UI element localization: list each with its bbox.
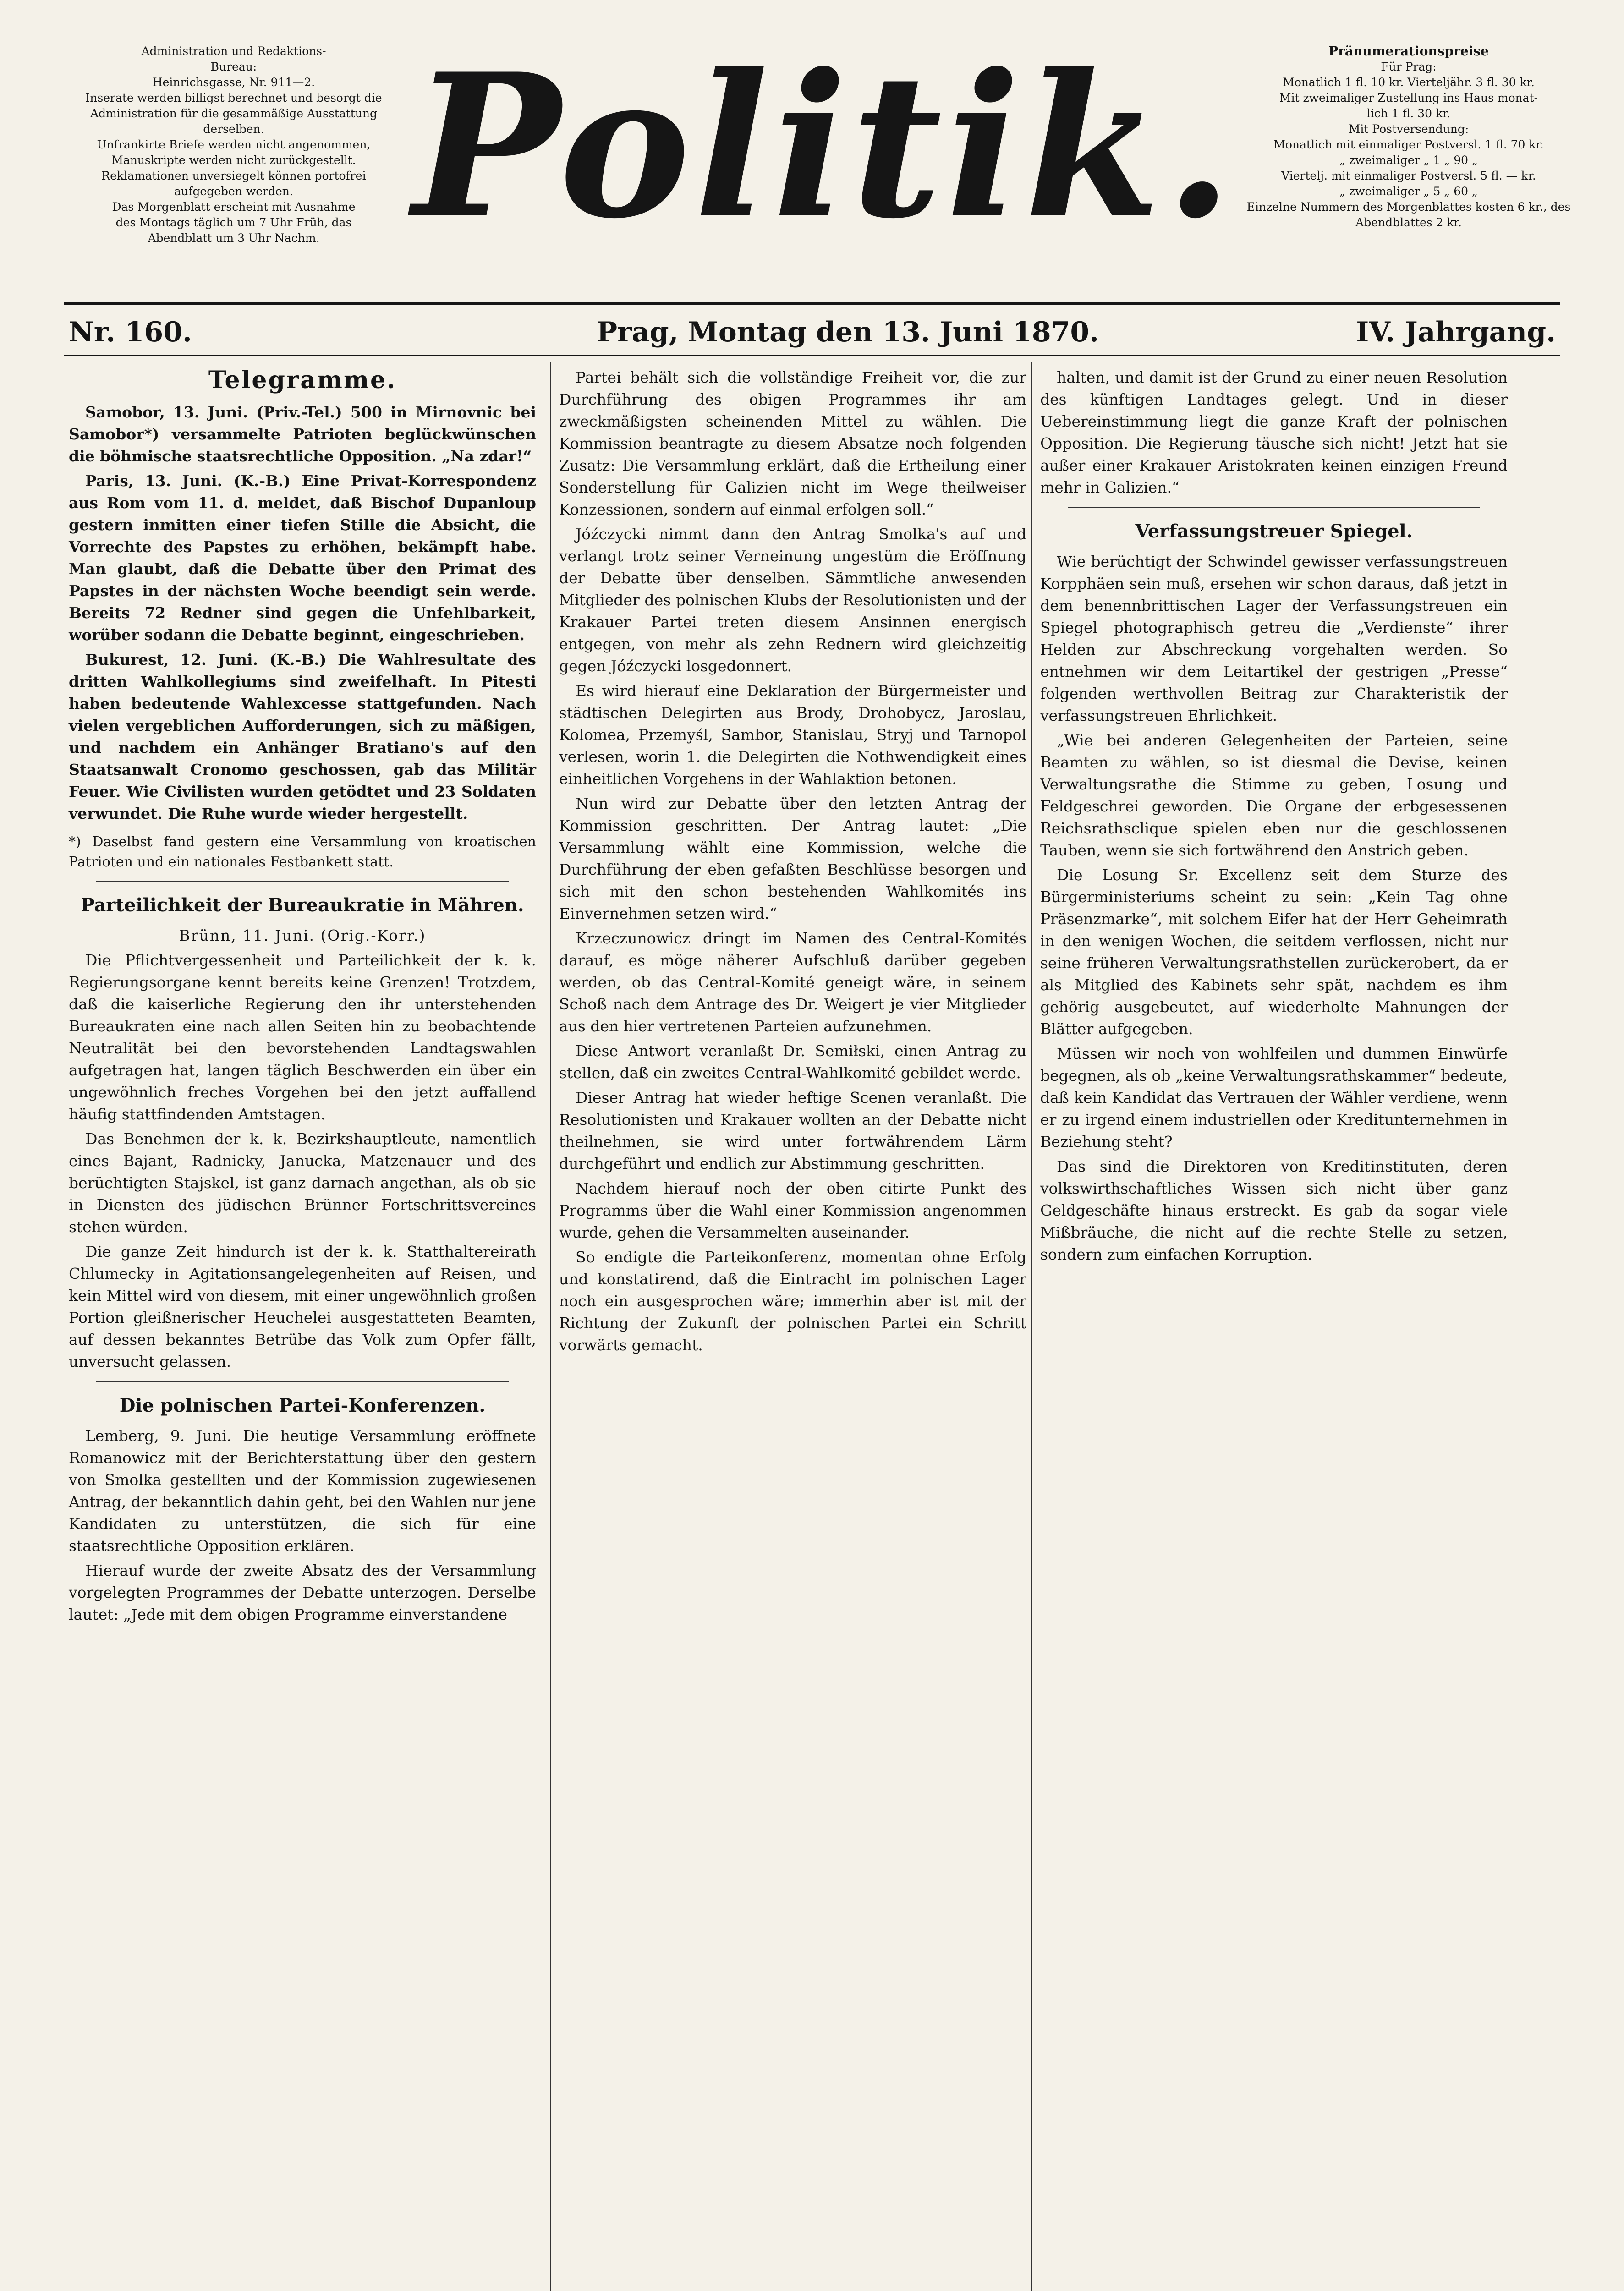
column-divider (1031, 362, 1032, 2291)
admin-line: Unfrankirte Briefe werden nicht angenommen, (97, 138, 371, 151)
price-line: lich 1 fl. 30 kr. (1366, 107, 1451, 120)
price-line: Für Prag: (1381, 60, 1437, 73)
admin-line: Reklamationen unversiegelt können portofrei (101, 169, 366, 182)
section-divider (1068, 507, 1480, 508)
prices-heading: Pränumerationspreise (1328, 44, 1489, 59)
article-paragraph: halten, und damit ist der Grund zu einer neuen Resolution des künftigen Landtages gelegt. Und in dieser Uebereinstimmung liegt die ganze Kraft der polnischen Opposition. Die Regierung täusche sich nicht! Jetzt hat sie außer einer Krakauer Aristokraten keinen einzigen Freund mehr in Galizien.“ (1040, 368, 1508, 496)
admin-line: Das Morgenblatt erscheint mit Ausnahme (112, 200, 356, 214)
article-paragraph: Die Pflichtvergessenheit und Parteilichkeit der k. k. Regierungsorgane kennt bereits keine Grenzen! Trotzdem, daß die kaiserliche Regierung den ihr unterstehenden Bureaukraten eine nach allen Seiten hin zu beobachtende Neutralität bei den bevorstehenden Landtagswahlen aufgetragen hat, langen täglich Beschwerden ein über ein ungewöhnlich freches Vorgehen bei den jetzt auffallend häufig stattfindenden Amtstagen. (69, 951, 536, 1123)
article-paragraph: Krzeczunowicz dringt im Namen des Central-Komités darauf, es möge näherer Aufschluß darüber gegeben werden, ob das Central-Komité geneigt wäre, in seinem Schoß nach dem Antrage des Dr. Weigert je vier Mitglieder aus den hier vertretenen Parteien aufzunehmen. (559, 929, 1026, 1035)
admin-line: Inserate werden billigst berechnet und besorgt die (85, 91, 382, 104)
price-line: Mit Postversendung: (1348, 122, 1469, 136)
article-paragraph: Die Losung Sr. Excellenz seit dem Sturze des Bürgerministeriums scheint zu sein: „Kein Tag ohne Präsenzmarke“, mit solchem Eifer hat der Herr Geheimrath in den wenigen Wochen, die seitdem verflossen, nicht nur seine früheren Verwaltungsrathstellen zurückerobert, da er als Mitglied des Kabinets sehr spät, nachdem es ihm gehörig ausgebeutet, auf wiederholte Mahnungen der Blätter aufgegeben. (1040, 866, 1508, 1038)
subscription-prices (1225, 44, 1592, 230)
admin-line: Abendblatt um 3 Uhr Nachm. (148, 231, 320, 245)
price-line: Einzelne Nummern des Morgenblattes kosten 6 kr., des Abendblattes 2 kr. (1246, 200, 1571, 229)
article-paragraph: Partei behält sich die vollständige Freiheit vor, die zur Durchführung des obigen Programmes ihr am zweckmäßigsten scheinenden Mittel zu wählen. Die Kommission beantragte zu diesem Absatze noch folgenden Zusatz: Die Versammlung erklärt, daß die Ertheilung einer Sonderstellung für Galizien nicht im Wege theilweiser Konzessionen, sondern auf einmal erfolgen soll.“ (559, 368, 1026, 518)
telegram-samobor: Samobor, 13. Juni. (Priv.-Tel.) 500 in Mirnovnic bei Samobor*) versammelte Patrioten beglückwünschen die böhmische staatsrechtliche Opposition. „Na zdar!“ (69, 403, 536, 465)
article-paragraph: Das Benehmen der k. k. Bezirkshauptleute, namentlich eines Bajant, Radnicky, Janucka, Matzenauer und des berüchtigten Stajskel, ist ganz darnach angethan, als ob sie in Diensten des jüdischen Brünner Fortschrittsvereines stehen würden. (69, 1130, 536, 1236)
article-paragraph: Die ganze Zeit hindurch ist der k. k. Statthaltereirath Chlumecky in Agitationsangelegenheiten auf Reisen, und kein Mittel wird von diesem, mit einer ungewöhnlich großen Portion gleißnerischer Heuchelei ausgestatteten Beamten, auf dessen bekanntes Betrübe das Volk zum Opfer fällt, unversucht gelassen. (69, 1243, 536, 1370)
admin-line: Administration für die gesammäßige Ausstattung derselben. (90, 107, 378, 136)
issue-date: Prag, Montag den 13. Juni 1870. (597, 316, 1099, 348)
price-line: Monatlich 1 fl. 10 kr. Vierteljähr. 3 fl. 30 kr. (1283, 76, 1535, 89)
article-dateline: Brünn, 11. Juni. (Orig.-Korr.) (179, 926, 426, 944)
price-line: Viertelj. mit einmaliger Postversl. 5 fl. — kr. (1281, 169, 1536, 182)
section-divider (96, 881, 509, 882)
article-paragraph: So endigte die Parteikonferenz, momentan ohne Erfolg und konstatirend, daß die Eintracht im polnischen Lager noch ein ausgesprochen wäre; immerhin aber ist mit der Richtung der Zukunft der polnischen Partei ein Schritt vorwärts gemacht. (559, 1248, 1026, 1354)
price-line: Mit zweimaliger Zustellung ins Haus monat- (1279, 91, 1538, 104)
article-paragraph: Wie berüchtigt der Schwindel gewisser verfassungstreuen Korpphäen sein muß, ersehen wir schon daraus, daß jetzt in dem benennbrittischen Lager der Verfassungstreuen ein Spiegel photographisch getreu die „Verdienste“ ihrer Helden zur Abschreckung vorgehalten werden. So entnehmen wir dem Leitartikel der gestrigen „Presse“ folgenden werthvollen Beitrag zur Charakteristik der verfassungstreuen Ehrlichkeit. (1040, 553, 1508, 724)
column-2 (559, 367, 1026, 1359)
issue-number: Nr. 160. (69, 316, 192, 348)
article-paragraph: Hierauf wurde der zweite Absatz des der Versammlung vorgelegten Programmes der Debatte unterzogen. Derselbe lautet: „Jede mit dem obigen Programme einverstandene (69, 1562, 536, 1623)
article-paragraph: „Wie bei anderen Gelegenheiten der Parteien, seine Beamten zu wählen, so ist diesmal die Devise, keinen Verwaltungsrathe die Stimme zu geben, Losung und Feldgeschrei geworden. Die Organe der erbgesessenen Reichsrathsclique spielen eben nur die geschlossenen Tauben, wenn sie sich fortwährend den Anstrich geben. (1040, 731, 1508, 859)
article-paragraph: Müssen wir noch von wohlfeilen und dummen Einwürfe begegnen, als ob „keine Verwaltungsrathskammer“ bedeute, daß kein Kandidat das Vertrauen der Wähler verdiene, wenn er zu irgend einem industriellen oder Kreditunternehmen in Beziehung steht? (1040, 1045, 1508, 1151)
price-line: „ zweimaliger „ 5 „ 60 „ (1339, 185, 1478, 198)
dateline (69, 316, 1556, 353)
article-heading-konferenzen: Die polnischen Partei-Konferenzen. (119, 1395, 486, 1416)
telegrams-heading: Telegramme. (208, 366, 397, 394)
column-divider (550, 362, 551, 2291)
article-paragraph: Jóźczycki nimmt dann den Antrag Smolka's auf und verlangt trotz seiner Verneinung ungestüm die Eröffnung der Debatte über denselben. Sämmtliche anwesenden Mitglieder des polnischen Klubs der Resolutionisten und der Krakauer Partei treten diesem Ansinnen energisch entgegen, von mehr als zehn Rednern wird gleichzeitig gegen Jóźczycki losgedonnert. (559, 525, 1026, 675)
telegram-paris: Paris, 13. Juni. (K.-B.) Eine Privat-Korrespondenz aus Rom vom 11. d. meldet, daß Bischof Dupanloup gestern inmitten einer tiefen Stille die Absicht, die Vorrechte des Papstes zu erhöhen, bekämpft habe. Man glaubt, daß die Debatte über den Primat des Papstes in der nächsten Woche beendigt sein werde. Bereits 72 Redner sind gegen die Unfehlbarkeit, worüber sodann die Debatte beginnt, eingeschrieben. (69, 472, 536, 644)
price-line: „ zweimaliger „ 1 „ 90 „ (1339, 153, 1478, 167)
article-paragraph: Diese Antwort veranlaßt Dr. Semiłski, einen Antrag zu stellen, daß ein zweites Central-Wahlkomité gebildet werde. (559, 1042, 1026, 1082)
article-paragraph: Nachdem hierauf noch der oben citirte Punkt des Programms über die Wahl einer Kommission angenommen wurde, gehen die Versammelten auseinander. (559, 1179, 1026, 1241)
article-heading-bureaukratie: Parteilichkeit der Bureaukratie in Mähren. (81, 894, 524, 916)
article-paragraph: Lemberg, 9. Juni. Die heutige Versammlung eröffnete Romanowicz mit der Berichterstattung über den gestern von Smolka gestellten und der Kommission zugewiesenen Antrag, der bekanntlich dahin geht, bei den Wahlen nur jene Kandidaten zu unterstützen, die sich für eine staatsrechtliche Opposition erklären. (69, 1427, 536, 1555)
telegram-bukarest: Bukurest, 12. Juni. (K.-B.) Die Wahlresultate des dritten Wahlkollegiums sind zweifelhaft. In Pitesti haben bedeutende Wahlexcesse stattgefunden. Nach vielen vergeblichen Aufforderungen, sich zu mäßigen, und nachdem ein Anhänger Bratiano's auf den Staatsanwalt Cronomo geschossen, gab das Militär Feuer. Wie Civilisten wurden getödtet und 23 Soldaten verwundet. Die Ruhe wurde wieder hergestellt. (69, 651, 536, 822)
column-3 (1040, 367, 1508, 1268)
section-divider (96, 1381, 509, 1382)
admin-line: Manuskripte werden nicht zurückgestellt. (111, 153, 356, 167)
article-heading-spiegel: Verfassungstreuer Spiegel. (1135, 521, 1413, 542)
masthead-rule (64, 302, 1560, 305)
dateline-rule (64, 355, 1560, 356)
newspaper-title: Politik. (412, 31, 1237, 262)
volume-year: IV. Jahrgang. (1356, 316, 1556, 348)
article-paragraph: Das sind die Direktoren von Kreditinstituten, deren volkswirthschaftliches Wissen sich nicht über ganz Geldgeschäfte hinaus erstreckt. Es gab da sogar viele Mißbräuche, die nicht auf die rechte Stelle zu setzen, sondern zum einfachen Korruption. (1040, 1157, 1508, 1263)
price-line: Monatlich mit einmaliger Postversl. 1 fl. 70 kr. (1273, 138, 1544, 151)
administration-info (69, 44, 399, 246)
article-paragraph: Nun wird zur Debatte über den letzten Antrag der Kommission geschritten. Der Antrag lautet: „Die Versammlung wählt eine Kommission, welche die Durchführung der eben gefaßten Beschlüsse besorgen und sich mit den schon bestehenden Wahlkomités ins Einvernehmen setzen wird.“ (559, 795, 1026, 922)
column-1 (69, 367, 536, 1628)
admin-line: aufgegeben werden. (174, 185, 293, 198)
admin-line: Heinrichsgasse, Nr. 911—2. (152, 76, 315, 89)
footnote: *) Daselbst fand gestern eine Versammlung von kroatischen Patrioten und ein nationales Festbankett statt. (69, 834, 536, 870)
admin-line: des Montags täglich um 7 Uhr Früh, das (115, 216, 352, 229)
admin-line: Administration und Redaktions- (141, 44, 326, 58)
article-paragraph: Es wird hierauf eine Deklaration der Bürgermeister und städtischen Delegirten aus Brody, Drohobycz, Jaroslau, Kolomea, Przemyśl, Sambor, Stanislau, Stryj und Tarnopol verlesen, worin 1. die Delegirten die Nothwendigkeit eines einheitlichen Vorgehens in der Wahlaktion betonen. (559, 682, 1026, 788)
article-paragraph: Dieser Antrag hat wieder heftige Scenen veranlaßt. Die Resolutionisten und Krakauer wollten an der Debatte nicht theilnehmen, sie wird unter fortwährendem Lärm durchgeführt und endlich zur Abstimmung geschritten. (559, 1089, 1026, 1173)
admin-line: Bureau: (210, 60, 257, 73)
